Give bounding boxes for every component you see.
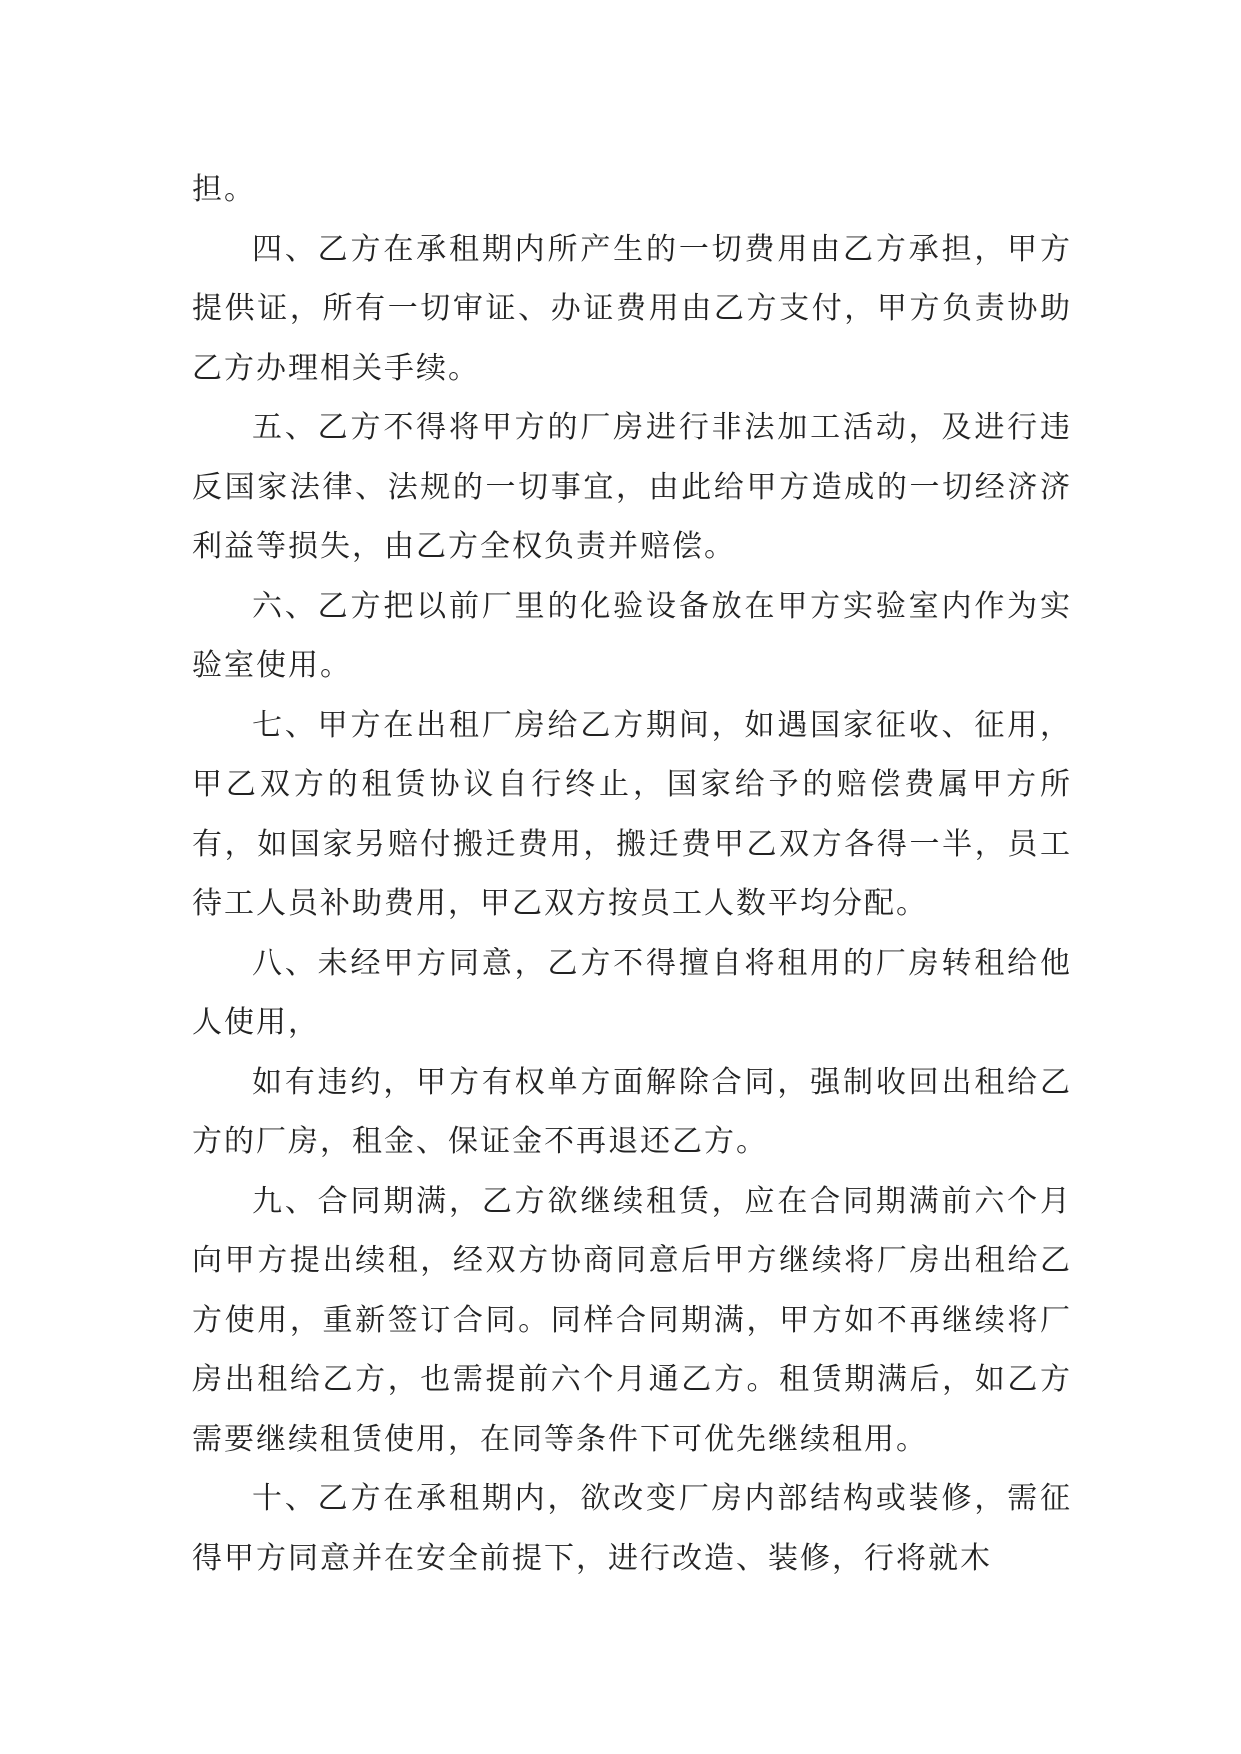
paragraph-clause-5: 五、乙方不得将甲方的厂房进行非法加工活动，及进行违反国家法律、法规的一切事宜，由此给甲方造成的一切经济济利益等损失，由乙方全权负责并赔偿。: [192, 410, 1072, 564]
document-body: [192, 160, 1072, 1588]
paragraph-continuation: 担。: [192, 172, 256, 207]
paragraph-clause-7: 七、甲方在出租厂房给乙方期间，如遇国家征收、征用，甲乙双方的租赁协议自行终止，国家给予的赔偿费属甲方所有，如国家另赔付搬迁费用，搬迁费甲乙双方各得一半，员工待工人员补助费用，甲乙双方按员工人数平均分配。: [192, 707, 1072, 921]
paragraph-clause-4: 四、乙方在承租期内所产生的一切费用由乙方承担，甲方提供证，所有一切审证、办证费用由乙方支付，甲方负责协助乙方办理相关手续。: [192, 231, 1072, 386]
paragraph-clause-8-breach: 如有违约，甲方有权单方面解除合同，强制收回出租给乙方的厂房，租金、保证金不再退还乙方。: [192, 1064, 1072, 1159]
paragraph-clause-6: 六、乙方把以前厂里的化验设备放在甲方实验室内作为实验室使用。: [192, 588, 1072, 683]
paragraph-clause-8: 八、未经甲方同意，乙方不得擅自将租用的厂房转租给他人使用，: [192, 945, 1072, 1040]
paragraph-clause-10: 十、乙方在承租期内，欲改变厂房内部结构或装修，需征得甲方同意并在安全前提下，进行改造、装修，行将就木: [192, 1481, 1072, 1576]
paragraph-clause-9: 九、合同期满，乙方欲继续租赁，应在合同期满前六个月向甲方提出续租，经双方协商同意后甲方继续将厂房出租给乙方使用，重新签订合同。同样合同期满，甲方如不再继续将厂房出租给乙方，也需提前六个月通乙方。租赁期满后，如乙方需要继续租赁使用，在同等条件下可优先继续租用。: [192, 1183, 1072, 1457]
